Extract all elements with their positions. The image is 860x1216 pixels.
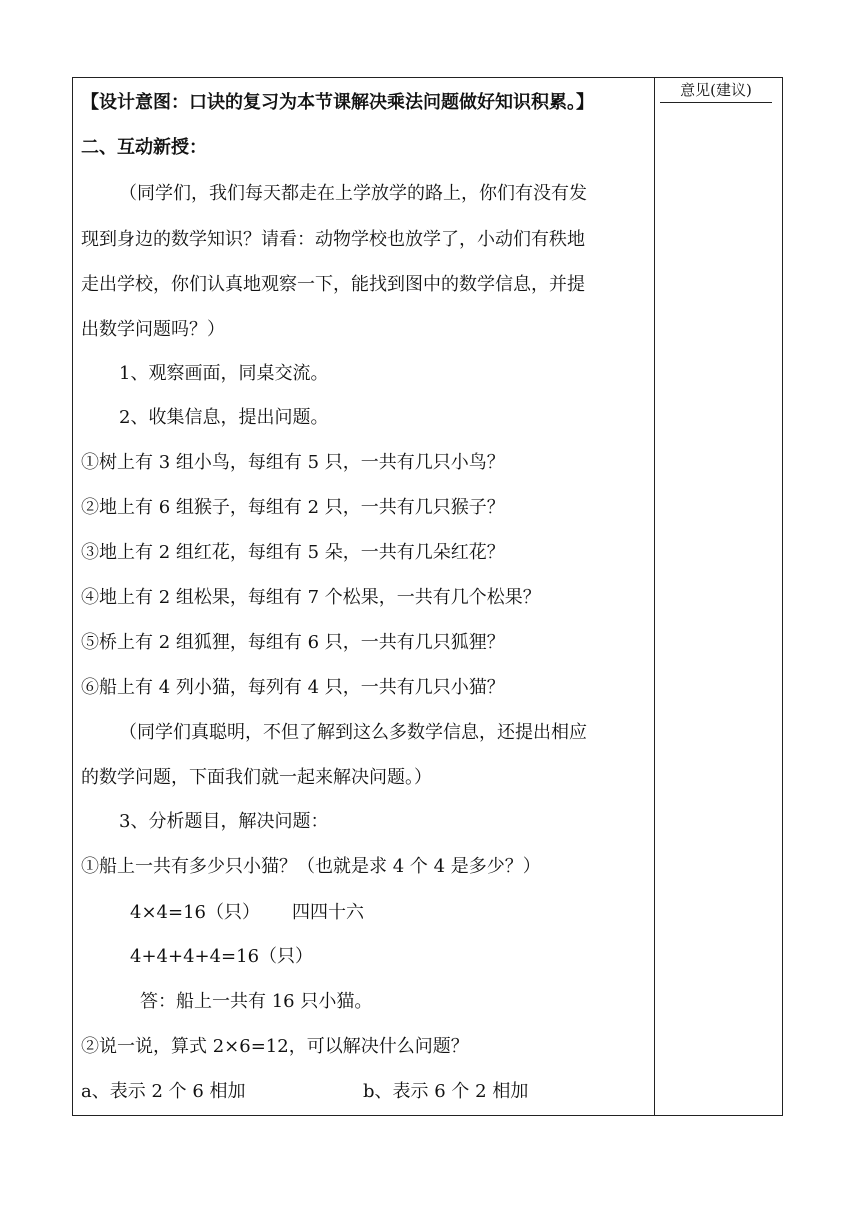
equation-multiplication: 4×4=16（只） — [130, 902, 260, 923]
problem-one: ①船上一共有多少只小猫？（也就是求 4 个 4 是多少？） — [81, 856, 541, 877]
lesson-content-cell — [73, 78, 654, 1115]
section-heading: 二、互动新授： — [81, 137, 207, 158]
option-b: b、表示 6 个 2 相加 — [363, 1081, 529, 1102]
question-item: ④地上有 2 组松果，每组有 7 个松果，一共有几个松果？ — [81, 587, 541, 608]
praise-line: （同学们真聪明，不但了解到这么多数学信息，还提出相应 — [119, 722, 587, 743]
review-column — [656, 78, 782, 1115]
column-divider — [654, 78, 655, 1115]
question-item: ⑤桥上有 2 组狐狸，每组有 6 只，一共有几只狐狸？ — [81, 632, 505, 653]
equation-addition: 4+4+4+4=16（只） — [130, 946, 314, 967]
intro-line: 走出学校，你们认真地观察一下，能找到图中的数学信息，并提 — [81, 274, 585, 295]
lesson-table — [72, 77, 783, 1116]
step-observe: 1、观察画面，同桌交流。 — [119, 363, 329, 384]
intro-line: 现到身边的数学知识？请看：动物学校也放学了，小动们有秩地 — [81, 229, 585, 250]
question-item: ⑥船上有 4 列小猫，每列有 4 只，一共有几只小猫？ — [81, 677, 505, 698]
praise-line: 的数学问题，下面我们就一起来解决问题。） — [81, 767, 432, 788]
multiplication-mnemonic: 四四十六 — [292, 902, 364, 923]
intro-line: （同学们，我们每天都走在上学放学的路上，你们有没有发 — [119, 183, 587, 204]
intro-line: 出数学问题吗？） — [81, 319, 225, 340]
option-a: a、表示 2 个 6 相加 — [81, 1081, 246, 1102]
question-item: ①树上有 3 组小鸟，每组有 5 只，一共有几只小鸟？ — [81, 452, 505, 473]
step-solve: 3、分析题目，解决问题： — [119, 811, 329, 832]
design-intent: 【设计意图：口诀的复习为本节课解决乘法问题做好知识积累。】 — [81, 92, 594, 113]
review-column-title: 意见(建议) — [660, 80, 772, 103]
answer-line: 答：船上一共有 16 只小猫。 — [140, 991, 373, 1012]
question-item: ③地上有 2 组红花，每组有 5 朵，一共有几朵红花？ — [81, 542, 505, 563]
question-item: ②地上有 6 组猴子，每组有 2 只，一共有几只猴子？ — [81, 497, 505, 518]
step-collect: 2、收集信息，提出问题。 — [119, 407, 329, 428]
problem-two: ②说一说，算式 2×6=12，可以解决什么问题？ — [81, 1036, 469, 1057]
